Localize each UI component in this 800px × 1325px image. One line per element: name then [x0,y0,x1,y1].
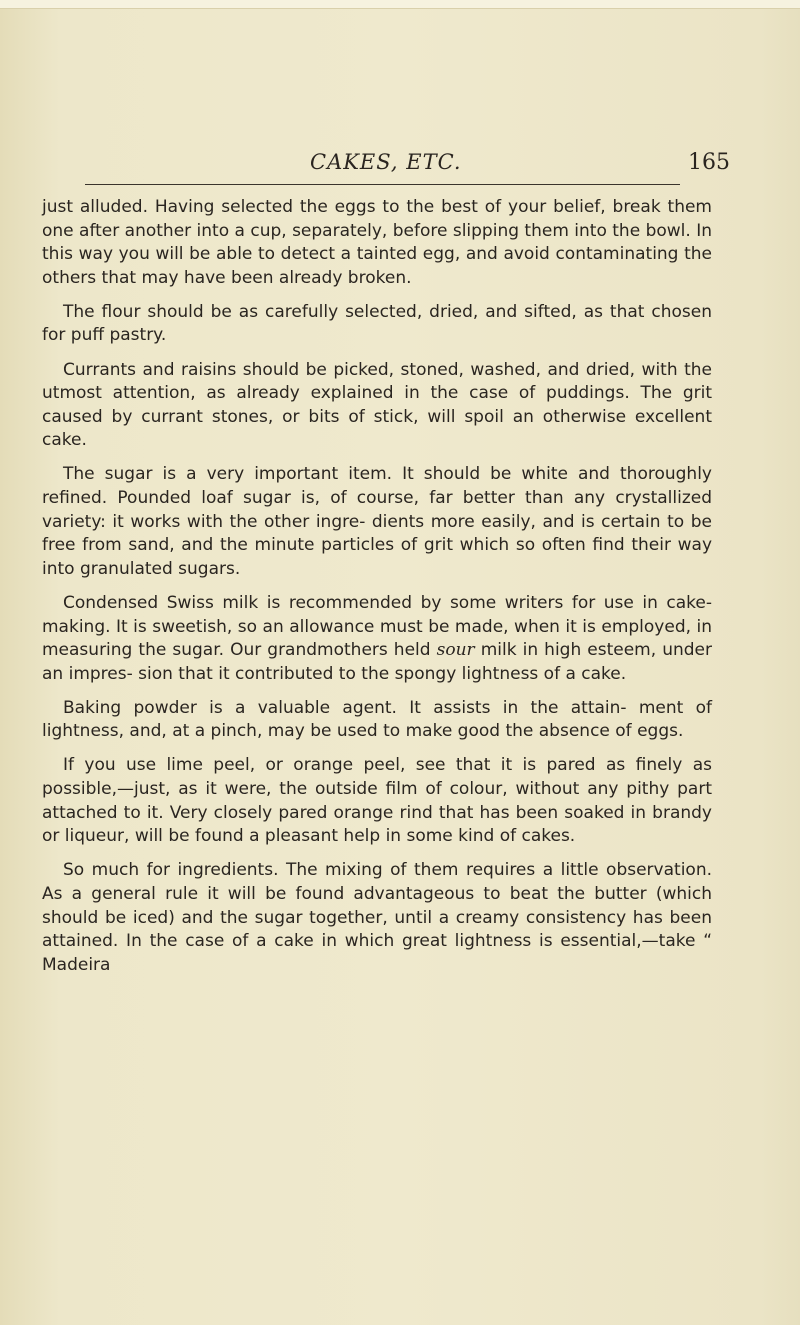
paragraph-currants: Currants and raisins should be picked, stoned, washed, and dried, with the utmost attention, as already explained in the case of puddings. The grit caused by currant stones, or bits of stick, will spoil an otherwise excellent cake. [42,359,712,451]
paragraph-baking-powder: Baking powder is a valuable agent. It assists in the attain- ment of lightness, and, at a pinch, may be used to make good the absence of eggs. [42,697,712,742]
paragraph-sugar: The sugar is a very important item. It should be white and thoroughly refined. Pounded loaf sugar is, of course, far better than any crystallized variety: it works with the other ingre- dients more easily, and is certain to be free from sand, and the minute particles of grit which so often find their way into granulated sugars. [42,464,712,579]
running-head: CAKES, ETC. [310,150,462,174]
page-top-edge [0,0,800,9]
page-number: 165 [688,150,730,175]
page-header [270,150,730,182]
paragraph-peel: If you use lime peel, or orange peel, see that it is pared as finely as possible,—just, as it were, the outside film of colour, without any pithy part attached to it. Very closely pared orange rind that has been soaked in brandy or liqueur, will be found a pleasant help in some kind of cakes. [42,755,712,847]
paragraph-milk-emphasis: sour [436,640,475,661]
paragraph-mixing: So much for ingredients. The mixing of them requires a little observation. As a general rule it will be found advantageous to beat the butter (which should be iced) and the sugar together, until a creamy consistency has been attained. In the case of a cake in which great lightness is essential,—take “ Madeira [42,860,712,975]
body-text [42,196,712,988]
header-rule [85,184,680,185]
paragraph-milk-text-before: Condensed Swiss milk is recommended by some writers for use in cake-making. It is sweetish, so an allowance must be made, when it is employed, in measuring the sugar. Our grandmothers held [42,592,712,661]
paragraph-milk-text-after: milk in high esteem, under an impres- sion that it contributed to the spongy lightness of a cake. [42,640,712,684]
paragraph-flour: The flour should be as carefully selected, dried, and sifted, as that chosen for puff pastry. [42,301,712,346]
paragraph-milk [42,592,712,686]
paragraph-eggs: just alluded. Having selected the eggs to the best of your belief, break them one after another into a cup, separately, before slipping them into the bowl. In this way you will be able to detect a tainted egg, and avoid contaminating the others that may have been already broken. [42,197,712,288]
